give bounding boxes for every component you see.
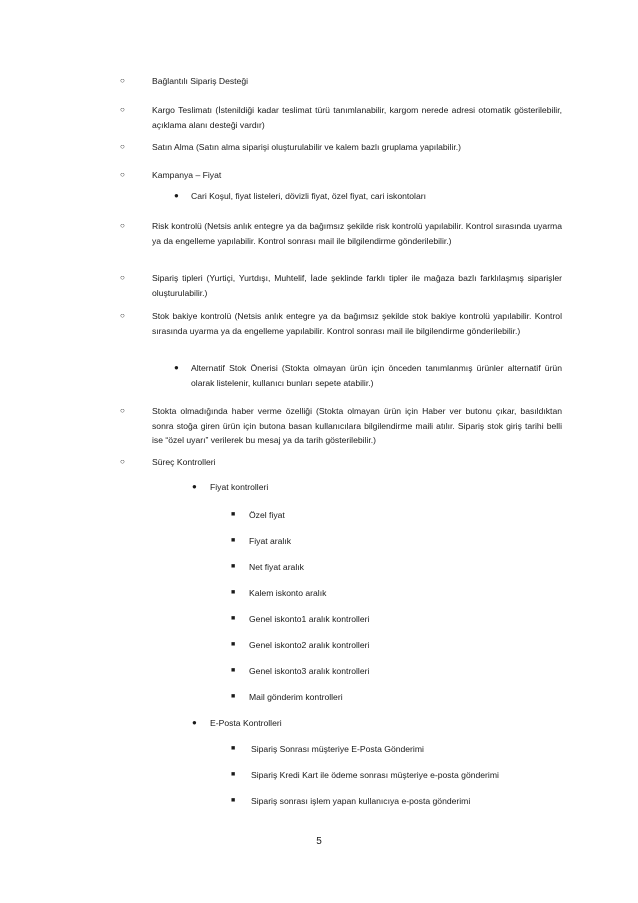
list-item-kampanya-fiyat: Kampanya – Fiyat bbox=[152, 170, 222, 180]
list-item-siparis-tipleri: Sipariş tipleri (Yurtiçi, Yurtdışı, Muhtelif, İade şeklinde farklı tipler ile mağaza bazlı farklılaşmış siparişler oluşturulabilir.) bbox=[152, 273, 562, 298]
square-bullet-icon: ■ bbox=[231, 511, 236, 518]
circle-bullet-icon: ○ bbox=[120, 406, 125, 415]
dot-bullet-icon: ● bbox=[192, 482, 197, 491]
list-item-fiyat-aralik: Fiyat aralık bbox=[249, 536, 292, 546]
list-item-genel-iskonto2: Genel iskonto2 aralık kontrolleri bbox=[249, 640, 370, 650]
list-item-net-fiyat-aralik: Net fiyat aralık bbox=[249, 562, 304, 572]
square-bullet-icon: ■ bbox=[231, 797, 236, 804]
list-item-baglantili-siparis: Bağlantılı Sipariş Desteği bbox=[152, 76, 249, 86]
list-item-kalem-iskonto: Kalem iskonto aralık bbox=[249, 588, 327, 598]
circle-bullet-icon: ○ bbox=[120, 221, 125, 230]
list-item-risk-kontrolu: Risk kontrolü (Netsis anlık entegre ya da bağımsız şekilde risk kontrolü yapılabilir. Kontrol sırasında uyarma ya da engelleme yapılabilir. Kontrol sonrası mail ile bilgilendirme gönderilebilir.) bbox=[152, 221, 562, 246]
list-item-fiyat-kontrolleri: Fiyat kontrolleri bbox=[210, 482, 269, 492]
circle-bullet-icon: ○ bbox=[120, 311, 125, 320]
page-number: 5 bbox=[316, 836, 322, 847]
list-item-kredi-kart-eposta: Sipariş Kredi Kart ile ödeme sonrası müşteriye e-posta gönderimi bbox=[251, 770, 499, 780]
circle-bullet-icon: ○ bbox=[120, 142, 125, 151]
list-item-haber-verme: Stokta olmadığında haber verme özelliği (Stokta olmayan ürün için Haber ver butonu çıkar, basıldıktan sonra stoğa giren ürün için butona basan kullanıcılara bilgilendirme maili atılır. Sipariş stok giriş tarihi belli ise “özel uyarı” verilerek bu mesaj ya da tarih gösterilebilir.) bbox=[152, 406, 562, 446]
dot-bullet-icon: ● bbox=[174, 363, 179, 372]
list-item-kullanici-eposta: Sipariş sonrası işlem yapan kullanıcıya e-posta gönderimi bbox=[251, 796, 471, 806]
square-bullet-icon: ■ bbox=[231, 771, 236, 778]
square-bullet-icon: ■ bbox=[231, 615, 236, 622]
list-item-siparis-sonrasi-eposta: Sipariş Sonrası müşteriye E-Posta Gönderimi bbox=[251, 744, 424, 754]
list-item-kargo-teslimati: Kargo Teslimatı (İstenildiği kadar teslimat türü tanımlanabilir, kargom nerede adresi otomatik gösterilebilir, açıklama alanı desteği vardır) bbox=[152, 105, 562, 130]
list-item-ozel-fiyat: Özel fiyat bbox=[249, 510, 285, 520]
dot-bullet-icon: ● bbox=[174, 191, 179, 200]
list-item-eposta-kontrolleri: E-Posta Kontrolleri bbox=[210, 718, 282, 728]
circle-bullet-icon: ○ bbox=[120, 105, 125, 114]
dot-bullet-icon: ● bbox=[192, 718, 197, 727]
list-item-genel-iskonto1: Genel iskonto1 aralık kontrolleri bbox=[249, 614, 370, 624]
list-item-mail-gonderim: Mail gönderim kontrolleri bbox=[249, 692, 343, 702]
square-bullet-icon: ■ bbox=[231, 745, 236, 752]
square-bullet-icon: ■ bbox=[231, 563, 236, 570]
list-item-stok-bakiye: Stok bakiye kontrolü (Netsis anlık entegre ya da bağımsız şekilde stok bakiye kontrolü yapılabilir. Kontrol sırasında uyarma ya da engelleme yapılabilir. Kontrol sonrası mail ile bilgilendirme gönderilebilir.) bbox=[152, 311, 562, 336]
list-item-surec-kontrolleri: Süreç Kontrolleri bbox=[152, 457, 216, 467]
square-bullet-icon: ■ bbox=[231, 693, 236, 700]
circle-bullet-icon: ○ bbox=[120, 273, 125, 282]
list-item-satin-alma: Satın Alma (Satın alma siparişi oluşturulabilir ve kalem bazlı gruplama yapılabilir.) bbox=[152, 142, 462, 152]
circle-bullet-icon: ○ bbox=[120, 457, 125, 466]
list-item-cari-kosul: Cari Koşul, fiyat listeleri, dövizli fiyat, özel fiyat, cari iskontoları bbox=[191, 191, 426, 201]
circle-bullet-icon: ○ bbox=[120, 76, 125, 85]
square-bullet-icon: ■ bbox=[231, 537, 236, 544]
square-bullet-icon: ■ bbox=[231, 641, 236, 648]
circle-bullet-icon: ○ bbox=[120, 170, 125, 179]
list-item-alternatif-stok: Alternatif Stok Önerisi (Stokta olmayan ürün için önceden tanımlanmış ürünler alternatif ürün olarak listelenir, kullanıcı bunları sepete atabilir.) bbox=[191, 363, 562, 388]
square-bullet-icon: ■ bbox=[231, 667, 236, 674]
list-item-genel-iskonto3: Genel iskonto3 aralık kontrolleri bbox=[249, 666, 370, 676]
square-bullet-icon: ■ bbox=[231, 589, 236, 596]
